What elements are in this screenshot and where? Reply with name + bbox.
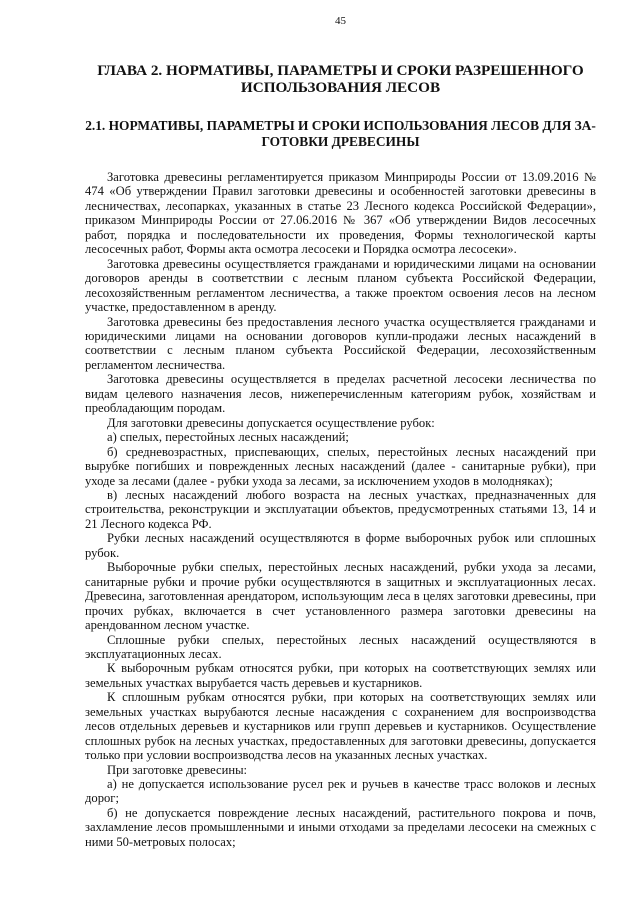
paragraph: К сплошным рубкам относятся рубки, при которых на соответствующих землях или земельных участках вырубаются лесные насаждения с сохранением для воспроизводства лесов отдельных деревьев и кустарников или групп деревьев и кустарников. Осуществление сплошных рубок на лесных участках, предоставленных для заготовки древесины, допускается только при условии воспроизводства лесов на указанных лесных участках.: [85, 690, 596, 763]
list-item: б) средневозрастных, приспевающих, спелых, перестойных лесных насаждений при вырубке погибших и поврежденных лесных насаждений (далее - санитарные рубки), при уходе за лесами (далее - рубки ухода за лесами, за исключением уходов в молодняках);: [85, 444, 596, 488]
list-item: б) не допускается повреждение лесных насаждений, растительного покрова и почв, захламление лесов промышленными и иными отходами за пределами лесосеки на смежных с ними 50-метровых полосах;: [85, 805, 596, 849]
paragraph: Рубки лесных насаждений осуществляются в форме выборочных рубок или сплошных рубок.: [85, 531, 596, 560]
paragraph: Заготовка древесины осуществляется в пределах расчетной лесосеки лесничества по видам целевого назначения лесов, нижеперечисленным категориям рубок, хозяйствам и преобладающим породам.: [85, 372, 596, 416]
chapter-title-line-1: ГЛАВА 2. НОРМАТИВЫ, ПАРАМЕТРЫ И СРОКИ РАЗРЕШЕННОГО: [97, 62, 584, 79]
list-item: в) лесных насаждений любого возраста на лесных участках, предназначенных для строительства, реконструкции и эксплуатации объектов, предусмотренных статьями 13, 14 и 21 Лесного кодекса РФ.: [85, 487, 596, 531]
paragraph: Заготовка древесины без предоставления лесного участка осуществляется гражданами и юридическими лицами на основании договоров купли-продажи лесных насаждений в соответствии с лесным планом субъекта Российской Федерации, лесохозяйственным регламентом лесничества.: [85, 314, 596, 372]
section-title-line-2: ГОТОВКИ ДРЕВЕСИНЫ: [261, 134, 420, 149]
page-number: 45: [335, 15, 346, 27]
list-item: а) не допускается использование русел рек и ручьев в качестве трасс волоков и лесных дорог;: [85, 777, 596, 806]
paragraph: Заготовка древесины регламентируется приказом Минприроды России от 13.09.2016 № 474 «Об утверждении Правил заготовки древесины и особенностей заготовки древесины в лесничествах, лесопарках, указанных в статье 23 Лесного кодекса Российской Федерации», приказом Минприроды России от 27.06.2016 № 367 «Об утверждении Видов лесосечных работ, порядка и последовательности их проведения, Формы технологической карты лесосечных работ, Формы акта осмотра лесосеки и Порядка осмотра лесосеки».: [85, 170, 596, 257]
paragraph: К выборочным рубкам относятся рубки, при которых на соответствующих землях или земельных участках вырубается часть деревьев и кустарников.: [85, 661, 596, 690]
paragraph: Сплошные рубки спелых, перестойных лесных насаждений осуществляются в эксплуатационных лесах.: [85, 632, 596, 661]
paragraph: Выборочные рубки спелых, перестойных лесных насаждений, рубки ухода за лесами, санитарные рубки и прочие рубки осуществляются в защитных и эксплуатационных лесах. Древесина, заготовленная арендатором, использующим леса в целях заготовки древесины, при прочих рубках, включается в счет установленного размера заготовки древесины на арендованном лесном участке.: [85, 560, 596, 633]
paragraph: При заготовке древесины:: [107, 762, 248, 777]
chapter-title: [85, 62, 596, 96]
chapter-title-line-2: ИСПОЛЬЗОВАНИЯ ЛЕСОВ: [240, 79, 441, 96]
paragraph: Заготовка древесины осуществляется гражданами и юридическими лицами на основании договоров аренды в соответствии с лесным планом субъекта Российской Федерации, лесохозяйственным регламентом лесничества, а также проектом освоения лесов на лесном участке, предоставленном в аренду.: [85, 256, 596, 315]
section-title-line-1: 2.1. НОРМАТИВЫ, ПАРАМЕТРЫ И СРОКИ ИСПОЛЬЗОВАНИЯ ЛЕСОВ ДЛЯ ЗА-: [85, 118, 596, 133]
section-title: [85, 118, 596, 150]
list-item: а) спелых, перестойных лесных насаждений;: [107, 430, 349, 445]
paragraph: Для заготовки древесины допускается осуществление рубок:: [107, 415, 435, 430]
body-text: [85, 170, 596, 849]
